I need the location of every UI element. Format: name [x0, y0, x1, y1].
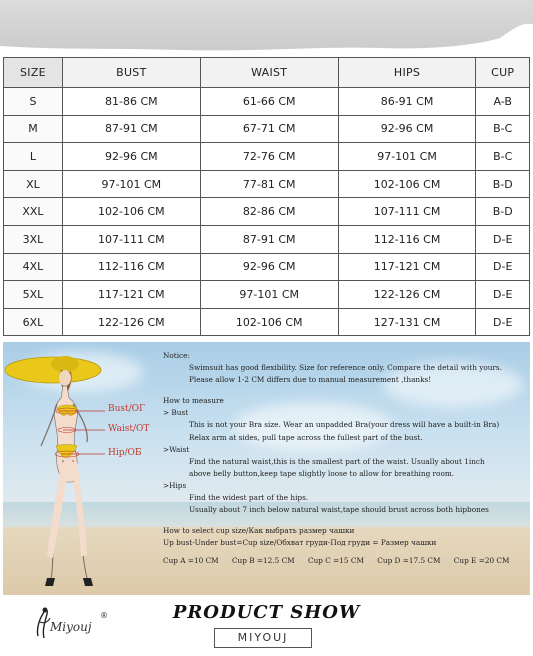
cell-cup: B-C [476, 143, 530, 171]
cell-hips: 112-116 CM [338, 225, 476, 253]
cup-a-value: Cup A =10 CM [163, 556, 219, 566]
cell-waist: 102-106 CM [200, 308, 338, 336]
model-figure-illustration [3, 342, 163, 595]
cell-waist: 72-76 CM [200, 143, 338, 171]
cup-values-row [163, 555, 528, 567]
cell-waist: 77-81 CM [200, 170, 338, 198]
table-row [4, 198, 530, 226]
hips-line-2: Usually about 7 inch below natural waist,tape should brust across both hipbones [189, 505, 489, 515]
cell-bust: 81-86 CM [62, 88, 200, 116]
header-waist: WAIST [200, 58, 338, 88]
product-show-title: PRODUCT SHOW [172, 602, 361, 623]
header-bust: BUST [62, 58, 200, 88]
cell-size: XL [4, 170, 63, 198]
table-row [4, 170, 530, 198]
cell-hips: 122-126 CM [338, 281, 476, 309]
cell-waist: 87-91 CM [200, 225, 338, 253]
cell-waist: 61-66 CM [200, 88, 338, 116]
registered-mark: ® [100, 611, 108, 620]
cell-waist: 82-86 CM [200, 198, 338, 226]
measurement-guide-panel [3, 342, 530, 595]
cell-bust: 92-96 CM [62, 143, 200, 171]
waist-line-1: Find the natural waist,this is the smallest part of the waist. Usually about 1inch [189, 456, 485, 466]
table-row [4, 225, 530, 253]
cell-waist: 97-101 CM [200, 281, 338, 309]
bust-line-2: Relax arm at sides, pull tape across the fullest part of the bust. [189, 432, 423, 442]
notice-line-2: Please allow 1-2 CM differs due to manual measurement ,thanks! [189, 375, 432, 385]
header-cup: CUP [476, 58, 530, 88]
size-chart-table [3, 57, 530, 336]
cup-d-value: Cup D =17.5 CM [377, 556, 441, 566]
cell-cup: A-B [476, 88, 530, 116]
cup-select-line: How to select cup size/Как выбрать размер чашки [163, 526, 355, 536]
cell-size: M [4, 115, 63, 143]
table-row [4, 143, 530, 171]
table-header-row [4, 58, 530, 88]
cell-cup: D-E [476, 225, 530, 253]
torn-edge-decoration [0, 0, 533, 60]
notice-line-1: Swimsuit has good flexibility. Size for reference only. Compare the detail with yours. [189, 363, 502, 373]
how-to-measure-heading: How to measure [163, 396, 224, 406]
hip-label: Hip/ОБ [108, 448, 142, 458]
measurement-notes [163, 350, 528, 568]
cell-cup: D-E [476, 253, 530, 281]
brand-name-box: MIYOUJ [214, 628, 312, 648]
cup-c-value: Cup C =15 CM [308, 556, 364, 566]
waist-heading: >Waist [163, 444, 190, 454]
cell-cup: B-C [476, 115, 530, 143]
bust-line-1: This is not your Bra size. Wear an unpadded Bra(your dress will have a built-in Bra) [189, 420, 500, 430]
cell-hips: 117-121 CM [338, 253, 476, 281]
cell-hips: 102-106 CM [338, 170, 476, 198]
cell-size: S [4, 88, 63, 116]
cell-bust: 107-111 CM [62, 225, 200, 253]
cell-size: 3XL [4, 225, 63, 253]
cell-size: 5XL [4, 281, 63, 309]
top-banner [0, 0, 533, 60]
cell-waist: 67-71 CM [200, 115, 338, 143]
cell-cup: B-D [476, 198, 530, 226]
cell-cup: D-E [476, 308, 530, 336]
cup-b-value: Cup B =12.5 CM [231, 556, 295, 566]
cell-hips: 97-101 CM [338, 143, 476, 171]
cell-hips: 107-111 CM [338, 198, 476, 226]
cell-waist: 92-96 CM [200, 253, 338, 281]
cell-cup: B-D [476, 170, 530, 198]
bust-heading: > Bust [163, 408, 189, 418]
cell-bust: 112-116 CM [62, 253, 200, 281]
table-row [4, 253, 530, 281]
cell-size: L [4, 143, 63, 171]
header-size: SIZE [4, 58, 63, 88]
cell-bust: 97-101 CM [62, 170, 200, 198]
hips-line-1: Find the widest part of the hips. [189, 493, 309, 503]
cup-e-value: Cup E =20 CM [453, 556, 510, 566]
notice-heading: Notice: [163, 351, 190, 360]
waist-label: Waist/OT [108, 424, 150, 434]
header-hips: HIPS [338, 58, 476, 88]
cell-size: 4XL [4, 253, 63, 281]
table-row [4, 308, 530, 336]
cell-bust: 117-121 CM [62, 281, 200, 309]
cup-formula-line: Up bust-Under bust=Cup size/Обхват груди-Под груди = Размер чашки [163, 538, 437, 548]
table-row [4, 88, 530, 116]
cell-cup: D-E [476, 281, 530, 309]
table-row [4, 115, 530, 143]
cell-size: XXL [4, 198, 63, 226]
cell-hips: 86-91 CM [338, 88, 476, 116]
cell-hips: 92-96 CM [338, 115, 476, 143]
waist-line-2: above belly button,keep tape slightly loose to allow for breathing room. [189, 468, 455, 478]
brand-logo-text: Miyouj [50, 620, 92, 634]
cell-bust: 122-126 CM [62, 308, 200, 336]
cell-bust: 87-91 CM [62, 115, 200, 143]
hips-heading: >Hips [163, 480, 187, 490]
cell-hips: 127-131 CM [338, 308, 476, 336]
table-row [4, 281, 530, 309]
cell-bust: 102-106 CM [62, 198, 200, 226]
cell-size: 6XL [4, 308, 63, 336]
bust-label: Bust/ОГ [108, 404, 146, 414]
